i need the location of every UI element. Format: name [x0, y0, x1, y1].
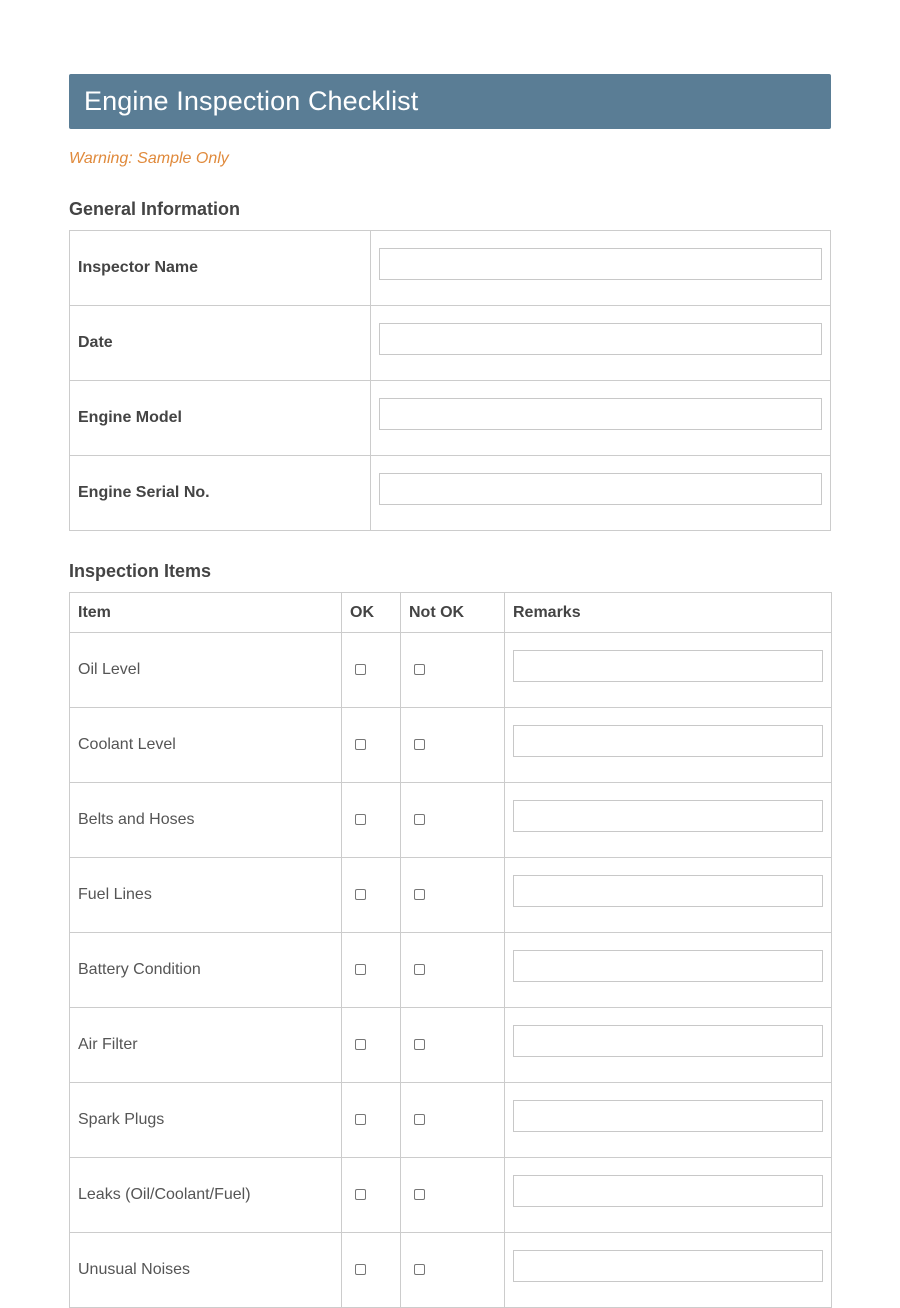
item-name: Oil Level [70, 633, 342, 708]
remarks-input[interactable] [513, 875, 823, 907]
remarks-cell [505, 858, 832, 933]
column-header-not-ok: Not OK [401, 593, 505, 633]
ok-checkbox[interactable] [355, 1039, 366, 1050]
field-input-cell [371, 456, 831, 531]
field-input[interactable] [379, 248, 822, 280]
not-ok-checkbox[interactable] [414, 1114, 425, 1125]
remarks-cell [505, 1233, 832, 1308]
not-ok-cell [401, 933, 505, 1008]
field-input-cell [371, 306, 831, 381]
warning-text: Warning: Sample Only [69, 150, 229, 167]
remarks-cell [505, 1158, 832, 1233]
not-ok-cell [401, 1008, 505, 1083]
checklist-page [69, 74, 831, 1308]
ok-checkbox[interactable] [355, 964, 366, 975]
general-info-heading: General Information [69, 199, 241, 219]
general-info-row [70, 306, 831, 381]
ok-cell [342, 633, 401, 708]
item-name: Spark Plugs [70, 1083, 342, 1158]
ok-checkbox[interactable] [355, 889, 366, 900]
not-ok-cell [401, 633, 505, 708]
item-name: Leaks (Oil/Coolant/Fuel) [70, 1158, 342, 1233]
table-row [70, 1083, 832, 1158]
ok-cell [342, 708, 401, 783]
remarks-input[interactable] [513, 1025, 823, 1057]
not-ok-checkbox[interactable] [414, 664, 425, 675]
field-input[interactable] [379, 473, 822, 505]
not-ok-checkbox[interactable] [414, 1264, 425, 1275]
field-label: Inspector Name [70, 231, 371, 306]
remarks-input[interactable] [513, 1250, 823, 1282]
ok-cell [342, 858, 401, 933]
item-name: Battery Condition [70, 933, 342, 1008]
ok-checkbox[interactable] [355, 739, 366, 750]
column-header-item: Item [70, 593, 342, 633]
ok-cell [342, 1158, 401, 1233]
field-input-cell [371, 231, 831, 306]
ok-checkbox[interactable] [355, 1114, 366, 1125]
ok-cell [342, 783, 401, 858]
not-ok-checkbox[interactable] [414, 1039, 425, 1050]
table-row [70, 933, 832, 1008]
remarks-cell [505, 633, 832, 708]
remarks-input[interactable] [513, 725, 823, 757]
remarks-input[interactable] [513, 1100, 823, 1132]
table-row [70, 633, 832, 708]
field-label: Engine Model [70, 381, 371, 456]
ok-cell [342, 933, 401, 1008]
item-name: Belts and Hoses [70, 783, 342, 858]
not-ok-cell [401, 1233, 505, 1308]
table-row [70, 783, 832, 858]
not-ok-cell [401, 708, 505, 783]
not-ok-checkbox[interactable] [414, 814, 425, 825]
remarks-cell [505, 1008, 832, 1083]
field-input[interactable] [379, 323, 822, 355]
table-row [70, 708, 832, 783]
title-bar [69, 74, 831, 129]
remarks-cell [505, 933, 832, 1008]
general-info-table [69, 230, 831, 531]
ok-checkbox[interactable] [355, 1189, 366, 1200]
not-ok-checkbox[interactable] [414, 964, 425, 975]
field-input[interactable] [379, 398, 822, 430]
inspection-items-heading: Inspection Items [69, 561, 212, 581]
remarks-cell [505, 1083, 832, 1158]
general-info-row [70, 456, 831, 531]
not-ok-cell [401, 858, 505, 933]
remarks-cell [505, 783, 832, 858]
not-ok-checkbox[interactable] [414, 889, 425, 900]
item-name: Air Filter [70, 1008, 342, 1083]
not-ok-cell [401, 1083, 505, 1158]
item-name: Unusual Noises [70, 1233, 342, 1308]
column-header-remarks: Remarks [505, 593, 832, 633]
ok-cell [342, 1233, 401, 1308]
ok-checkbox[interactable] [355, 1264, 366, 1275]
table-row [70, 858, 832, 933]
field-label: Engine Serial No. [70, 456, 371, 531]
table-header-row [70, 593, 832, 633]
ok-checkbox[interactable] [355, 814, 366, 825]
field-label: Date [70, 306, 371, 381]
remarks-input[interactable] [513, 800, 823, 832]
general-info-row [70, 381, 831, 456]
general-info-row [70, 231, 831, 306]
remarks-input[interactable] [513, 950, 823, 982]
not-ok-checkbox[interactable] [414, 739, 425, 750]
table-row [70, 1233, 832, 1308]
remarks-input[interactable] [513, 650, 823, 682]
ok-checkbox[interactable] [355, 664, 366, 675]
table-row [70, 1008, 832, 1083]
not-ok-checkbox[interactable] [414, 1189, 425, 1200]
ok-cell [342, 1008, 401, 1083]
remarks-input[interactable] [513, 1175, 823, 1207]
table-row [70, 1158, 832, 1233]
field-input-cell [371, 381, 831, 456]
item-name: Coolant Level [70, 708, 342, 783]
remarks-cell [505, 708, 832, 783]
column-header-ok: OK [342, 593, 401, 633]
not-ok-cell [401, 783, 505, 858]
not-ok-cell [401, 1158, 505, 1233]
inspection-items-table [69, 592, 832, 1308]
page-title: Engine Inspection Checklist [84, 86, 419, 116]
item-name: Fuel Lines [70, 858, 342, 933]
ok-cell [342, 1083, 401, 1158]
